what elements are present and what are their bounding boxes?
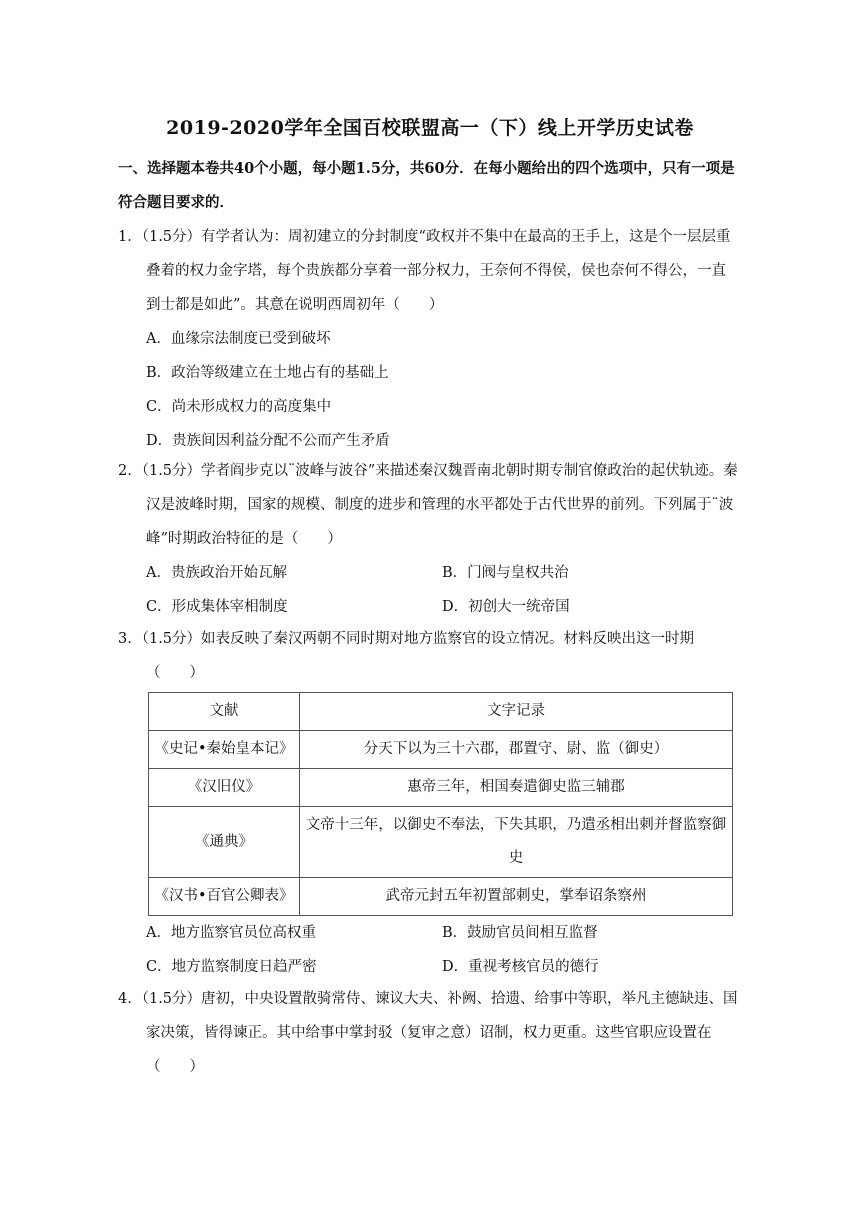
option-d: D．贵族间因利益分配不公而产生矛盾: [146, 433, 390, 449]
option-c: C．尚未形成权力的高度集中: [146, 399, 332, 415]
table-cell: 《史记•秦始皇本记》: [149, 731, 300, 769]
table-row: [149, 731, 733, 769]
section-instructions: 一、选择题本卷共40个小题，每小题1.5分，共60分．在每小题给出的四个选项中，只有一项是符合题目要求的．: [118, 160, 735, 211]
table-cell: 《汉旧仪》: [149, 769, 300, 807]
option-row: [118, 950, 738, 984]
table-cell: 文帝十三年，以御史不奉法，下失其职，乃遣丞相出刺并督监察御史: [300, 807, 733, 878]
question-2: [118, 454, 738, 624]
option-row: [118, 556, 738, 590]
option-b: B．鼓励官员间相互监督: [442, 925, 598, 941]
question-stem: 2．（1.5分）学者阎步克以¨波峰与波谷”来描述秦汉魏晋南北朝时期专制官僚政治的起伏轨迹。秦汉是波峰时期，国家的规模、制度的进步和管理的水平都处于古代世界的前列。下列属于¨波峰”时期政治特征的是（ ）: [118, 463, 738, 547]
table-cell: 分天下以为三十六郡，郡置守、尉、监（御史）: [300, 731, 733, 769]
table-cell: 武帝元封五年初置部刺史，掌奉诏条察州: [300, 878, 733, 916]
option-c: C．地方监察制度日趋严密: [146, 959, 317, 975]
table-row: [149, 878, 733, 916]
question-4: [118, 982, 738, 1084]
table-cell: 《通典》: [149, 807, 300, 878]
option-a: A．地方监察官员位高权重: [146, 925, 316, 941]
question-3: [118, 622, 738, 984]
option-a: A．贵族政治开始瓦解: [146, 565, 287, 581]
table-row: [149, 769, 733, 807]
table-cell: 《汉书•百官公卿表》: [149, 878, 300, 916]
table-header-cell: 文字记录: [300, 693, 733, 731]
option-row: [118, 590, 738, 624]
exam-title: 2019-2020学年全国百校联盟高一（下）线上开学历史试卷: [166, 117, 694, 139]
records-table: [148, 692, 733, 916]
table-row: [149, 807, 733, 878]
table-header-cell: 文献: [149, 693, 300, 731]
option-row: [118, 916, 738, 950]
option-d: D．重视考核官员的德行: [442, 959, 599, 975]
option-b: B．门阀与皇权共治: [442, 565, 569, 581]
question-stem: 4．（1.5分）唐初，中央设置散骑常侍、谏议大夫、补阙、拾遗、给事中等职，举凡主德缺违、国家决策，皆得谏正。其中给事中掌封驳（复审之意）诏制，权力更重。这些官职应设置在（ ）: [118, 991, 738, 1075]
table-cell: 惠帝三年，相国奏遣御史监三辅郡: [300, 769, 733, 807]
table-header-row: [149, 693, 733, 731]
option-a: A．血缘宗法制度已受到破坏: [146, 331, 331, 347]
question-stem: 3．（1.5分）如表反映了秦汉两朝不同时期对地方监察官的设立情况。材料反映出这一时期（ ）: [118, 631, 695, 681]
option-d: D．初创大一统帝国: [442, 599, 570, 615]
option-b: B．政治等级建立在土地占有的基础上: [146, 365, 389, 381]
question-1: [118, 220, 738, 458]
question-stem: 1．（1.5分）有学者认为：周初建立的分封制度“政权并不集中在最高的王手上，这是个一层层重叠着的权力金字塔，每个贵族都分享着一部分权力，王奈何不得侯，侯也奈何不得公，一直到士都是如此”。其意在说明西周初年（ ）: [118, 229, 731, 313]
option-c: C．形成集体宰相制度: [146, 599, 288, 615]
